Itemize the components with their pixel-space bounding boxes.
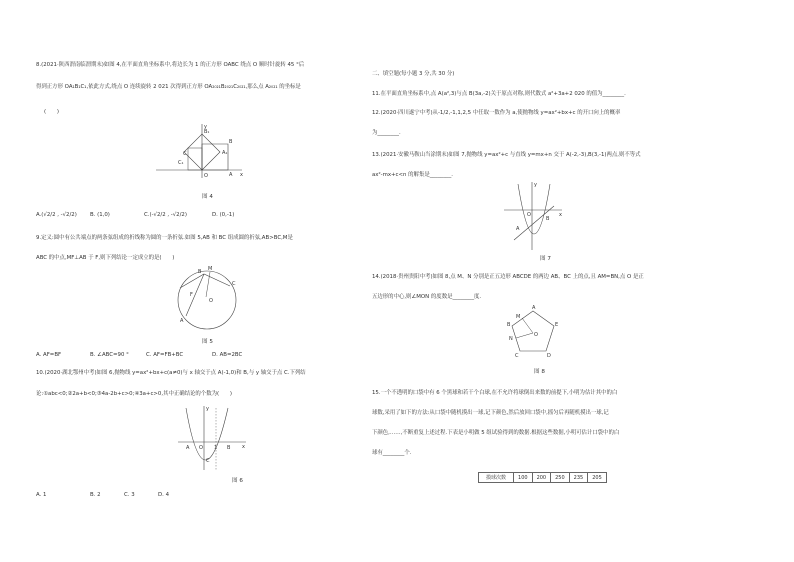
fig7-y-label: y (534, 182, 537, 188)
q9-option-b: B. ∠ABC=90 ° (90, 352, 129, 358)
q14-line-1: 14.(2018·贵州贵阳中考)如图 8,点 M、N 分别是正五边形 ABCDE 的两边 AB、BC 上的点,且 AM=BN,点 O 是正 (372, 274, 644, 280)
fig6-o-label: O (199, 445, 203, 451)
fig7-o-label: O (527, 212, 531, 218)
figure-7 (502, 180, 564, 252)
fig5-o-label: O (209, 298, 213, 304)
fig5-f-label: F (190, 292, 193, 298)
fig4-y-label: y (204, 124, 207, 130)
table-cell: 200 (532, 473, 551, 483)
fig7-a-label: A (516, 226, 520, 232)
q8-option-c: C.(-√2/2 , -√2/2) (144, 212, 187, 218)
figure-5-caption: 图 5 (202, 339, 213, 345)
fig7-x-label: x (559, 212, 562, 218)
trial-data-table (478, 472, 607, 483)
fig6-c-label: C (206, 458, 210, 464)
q9-option-a: A. AF=BF (36, 352, 62, 358)
figure-6 (176, 402, 248, 472)
fig8-n-label: N (509, 336, 513, 342)
q15-line-4: 球有________个. (372, 450, 412, 456)
fig7-b-label: B (546, 216, 550, 222)
fig4-o-label: O (204, 173, 208, 179)
q8-option-a: A.(√2/2 , -√2/2) (36, 212, 77, 218)
fig4-b-label: B (229, 139, 233, 145)
table-row (479, 473, 607, 483)
figure-4 (150, 118, 250, 180)
fig4-x-label: x (240, 172, 243, 178)
q9-option-d: D. AB=2BC (212, 352, 243, 358)
q9-option-c: C. AF=FB+BC (146, 352, 184, 358)
q10-option-d: D. 4 (158, 492, 170, 498)
fig6-b-label: B (227, 445, 231, 451)
fig8-b-label: B (507, 322, 511, 328)
fig8-m-label: M (516, 314, 521, 320)
fig4-a-label: A (229, 172, 233, 178)
fig8-e-label: E (555, 322, 559, 328)
table-header-cell: 摸球次数 (479, 473, 514, 483)
figure-6-caption: 图 6 (232, 478, 243, 484)
q15-line-1: 15.一个不透明的口袋中有 6 个黑球和若干个白球,在不允许将球倒出来数的前提下,小明为估计其中的白 (372, 390, 618, 396)
q9-line-2: ABC 的中点,MF⊥AB 于 F,则下列结论一定成立的是( ) (36, 255, 175, 261)
section-title-fill-in: 二、填空题(每小题 3 分,共 30 分) (372, 71, 455, 77)
q10-line-1: 10.(2020·湖北鄂州中考)如图 6,抛物线 y=ax²+bx+c(a≠0)与 x 轴交于点 A(-1,0)和 B,与 y 轴交于点 C.下列结 (36, 370, 306, 376)
fig5-c-label: C (232, 281, 236, 287)
table-cell: 235 (569, 473, 588, 483)
q8-line-2: 得到正方形 OA₁B₁C₁,依此方式,绕点 O 连续旋转 2 021 次得到正方形 OA₂₀₂₁B₂₀₂₁C₂₀₂₁,那么点 A₂₀₂₁ 的坐标是 (36, 84, 301, 90)
figure-8-caption: 图 8 (534, 369, 545, 375)
q13-line-2: ax²-mx+c<n 的解集是________. (372, 172, 454, 178)
fig6-y-label: y (206, 406, 209, 412)
fig8-c-label: C (515, 353, 519, 359)
q13-line-1: 13.(2021·安徽马鞍山当涂期末)如图 7,抛物线 y=ax²+c 与直线 y=mx+n 交于 A(-2,-3),B(3,-1)两点,则不等式 (372, 152, 641, 158)
figure-7-caption: 图 7 (540, 256, 551, 262)
fig5-m-label: M (208, 266, 213, 272)
figure-8 (506, 305, 560, 363)
fig6-x-label: x (242, 444, 245, 450)
q9-line-1: 9.定义:圆中有公共端点的两条弦组成的折线称为圆的一条折弦.如图 5,AB 和 BC 组成圆的折弦,AB>BC,M是 (36, 235, 293, 241)
q8-option-b: B. (1,0) (90, 212, 110, 218)
fig8-d-label: D (547, 353, 551, 359)
fig8-a-label: A (532, 305, 536, 311)
fig4-c1-label: C₁ (178, 160, 184, 166)
fig5-a-label: A (180, 318, 184, 324)
q10-option-c: C. 3 (124, 492, 135, 498)
q14-line-2: 五边形的中心,则∠MON 的度数是________度. (372, 294, 482, 300)
fig4-a1-label: A₁ (222, 150, 228, 156)
q10-option-b: B. 2 (90, 492, 101, 498)
q8-line-1: 8.(2021·陕西渭南临渭期末)如图 4,在平面直角坐标系中,将边长为 1 的正方形 OABC 绕点 O 顺时针旋转 45 °后 (36, 62, 305, 68)
q12-line-1: 12.(2020·四川遂宁中考)从-1/2,-1,1,2,5 中任取一数作为 a,使抛物线 y=ax²+bx+c 的开口向上的概率 (372, 110, 621, 116)
fig4-b1-label: B₁ (204, 129, 210, 135)
fig8-o-label: O (534, 332, 538, 338)
q10-option-a: A. 1 (36, 492, 47, 498)
q15-line-2: 球数,采用了如下的方法:从口袋中随机摸出一球,记下颜色,然后放回口袋中,摇匀后再随机摸出一球,记 (372, 410, 609, 416)
fig5-b-label: B (198, 269, 202, 275)
table-cell: 250 (551, 473, 570, 483)
q8-option-d: D. (0,-1) (212, 212, 235, 218)
q8-answer-blank: ( ) (44, 109, 59, 115)
figure-4-caption: 图 4 (202, 194, 213, 200)
fig4-c-label: C (183, 151, 187, 157)
q11-text: 11.在平面直角坐标系中,点 A(a²,3)与点 B(3a,-2)关于原点对称,则代数式 a²+3a+2 020 的值为________. (372, 91, 626, 97)
q15-line-3: 下颜色,……,不断重复上述过程.下表是小明做 5 组试验得到的数据.根据这些数据,小明可估计口袋中的白 (372, 430, 620, 436)
figure-5 (172, 266, 242, 332)
fig6-a-label: A (186, 445, 190, 451)
fig6-one-label: 1 (214, 445, 218, 451)
q12-line-2: 为________. (372, 130, 401, 136)
q10-line-2: 论:①abc<0;②2a+b<0;③4a-2b+c>0;④3a+c>0,其中正确结论的个数为( ) (36, 391, 232, 397)
table-cell: 205 (588, 473, 607, 483)
table-cell: 100 (514, 473, 533, 483)
